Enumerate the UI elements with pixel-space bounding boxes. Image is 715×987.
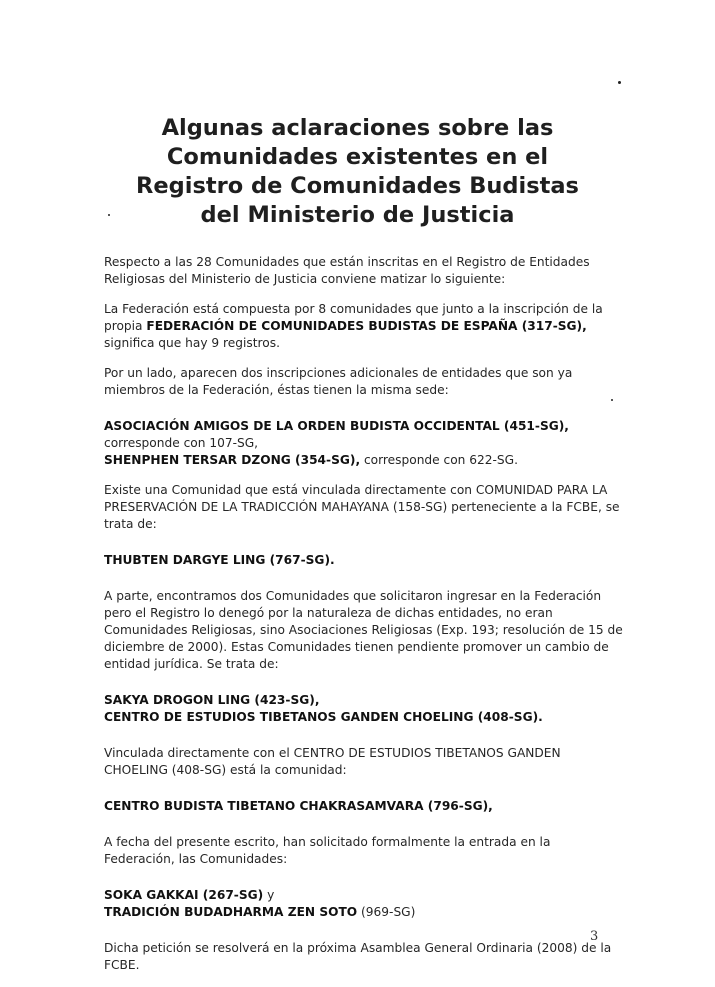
community-sakya: SAKYA DROGON LING (423-SG), (104, 693, 320, 707)
member-entry-1-detail: corresponde con 107-SG, (104, 436, 259, 450)
scan-speck (611, 399, 613, 401)
title-line-2: Comunidades existentes en el (166, 144, 549, 170)
federation-text-b: significa que hay 9 registros. (104, 336, 280, 350)
paragraph-federation (104, 301, 624, 352)
document-body (104, 254, 624, 987)
paragraph-ganden-linked: Vinculada directamente con el CENTRO DE ESTUDIOS TIBETANOS GANDEN CHOELING (408-SG) está la comunidad: (104, 746, 561, 777)
federation-name: FEDERACIÓN DE COMUNIDADES BUDISTAS DE ESPAÑA (317-SG), (146, 319, 587, 333)
paragraph-additional: Por un lado, aparecen dos inscripciones adicionales de entidades que son ya miembros de la Federación, éstas tienen la misma sede: (104, 366, 573, 397)
member-entry-1 (104, 418, 624, 452)
paragraph-denied-communities (104, 692, 624, 726)
paragraph-members-same-sede (104, 418, 624, 469)
title-line-1: Algunas aclaraciones sobre las (161, 115, 554, 141)
member-entry-2-detail: corresponde con 622-SG. (360, 453, 518, 467)
community-zen-soto-code: (969-SG) (357, 905, 416, 919)
title-line-4: del Ministerio de Justicia (200, 202, 515, 228)
paragraph-resolution: Dicha petición se resolverá en la próxima Asamblea General Ordinaria (2008) de la FCBE. (104, 941, 612, 972)
community-ganden: CENTRO DE ESTUDIOS TIBETANOS GANDEN CHOELING (408-SG). (104, 710, 543, 724)
scan-speck (108, 214, 110, 216)
document-title (90, 114, 625, 230)
member-entry-1-name: ASOCIACIÓN AMIGOS DE LA ORDEN BUDISTA OCCIDENTAL (451-SG), (104, 419, 569, 433)
paragraph-mahayana: Existe una Comunidad que está vinculada directamente con COMUNIDAD PARA LA PRESERVACIÓN DE LA TRADICCIÓN MAHAYANA (158-SG) perteneciente a la FCBE, se trata de: (104, 483, 620, 531)
community-soka-conj: y (263, 888, 275, 902)
community-soka-name: SOKA GAKKAI (267-SG) (104, 888, 264, 902)
paragraph-requesting-communities (104, 887, 624, 921)
community-soka (104, 887, 624, 904)
member-entry-2-name: SHENPHEN TERSAR DZONG (354-SG), (104, 453, 361, 467)
community-thubten: THUBTEN DARGYE LING (767-SG). (104, 553, 335, 567)
community-zen-soto-name: TRADICIÓN BUDADHARMA ZEN SOTO (104, 905, 358, 919)
community-zen-soto (104, 904, 624, 921)
scan-speck (618, 81, 621, 84)
member-entry-2 (104, 452, 624, 469)
paragraph-intro: Respecto a las 28 Comunidades que están inscritas en el Registro de Entidades Religiosas del Ministerio de Justicia conviene matizar lo siguiente: (104, 255, 590, 286)
title-line-3: Registro de Comunidades Budistas (136, 173, 579, 199)
page-number: 3 (590, 929, 599, 944)
paragraph-denied: A parte, encontramos dos Comunidades que solicitaron ingresar en la Federación pero el Registro lo denegó por la naturaleza de dichas entidades, no eran Comunidades Religiosas, sino Asociaciones Religiosas (Exp. 193; resolución de 15 de diciembre de 2000). Estas Comunidades tienen pendiente promover un cambio de entidad jurídica. Se trata de: (104, 589, 623, 671)
community-chakrasamvara: CENTRO BUDISTA TIBETANO CHAKRASAMVARA (796-SG), (104, 799, 493, 813)
federation-text-a: La Federación está compuesta por 8 comunidades que junto a la inscripción de la propia (104, 302, 603, 333)
paragraph-requests: A fecha del presente escrito, han solicitado formalmente la entrada en la Federación, las Comunidades: (104, 835, 551, 866)
